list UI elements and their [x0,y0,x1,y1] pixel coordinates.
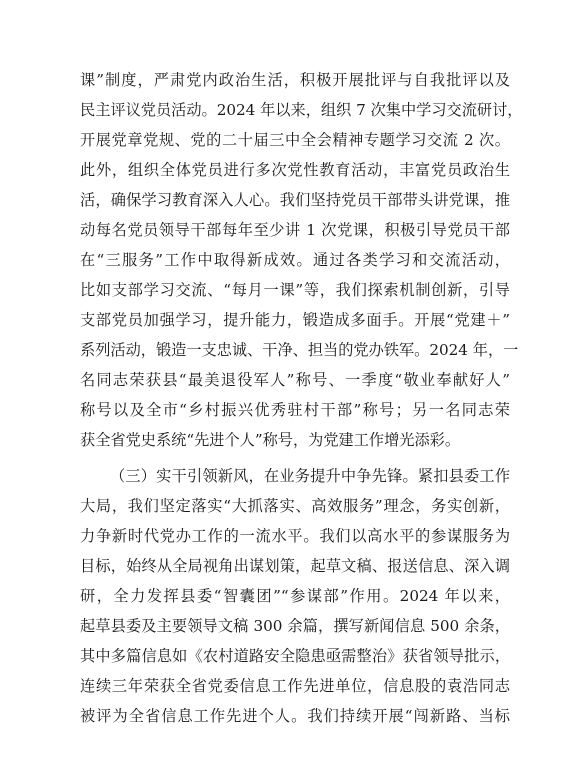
text-line-22: 被评为全省信息工作先进个人。我们持续开展“闯新路、当标 [80,707,510,725]
text-line-19: 起草县委及主要领导文稿 300 余篇，撰写新闻信息 500 余条， [80,617,510,635]
section-heading-line: （三）实干引领新风，在业务提升中争先锋。紧扣县委工作 [110,467,510,485]
text-line-8: 比如支部学习交流、“每月一课”等，我们探索机制创新，引导 [80,281,510,299]
text-line-10: 系列活动，锻造一支忠诚、干净、担当的党办铁军。2024 年，一 [80,341,519,359]
text-line-12: 称号以及全市“乡村振兴优秀驻村干部”称号；另一名同志荣 [80,401,510,419]
text-line-21: 连续三年荣获全省党委信息工作先进单位，信息股的袁浩同志 [80,677,510,695]
text-line-15: 大局，我们坚定落实“大抓落实、高效服务”理念，务实创新， [80,497,510,515]
text-line-16: 力争新时代党办工作的一流水平。我们以高水平的参谋服务为 [80,527,510,545]
text-line-7: 在“三服务”工作中取得新成效。通过各类学习和交流活动， [80,251,510,269]
text-line-17: 目标，始终从全局视角出谋划策，起草文稿、报送信息、深入调 [80,557,510,575]
text-line-6: 动每名党员领导干部每年至少讲 1 次党课，积极引导党员干部 [80,221,510,239]
text-line-5: 活，确保学习教育深入人心。我们坚持党员干部带头讲党课，推 [80,191,510,209]
text-line-2: 民主评议党员活动。2024 年以来，组织 7 次集中学习交流研讨， [80,101,523,119]
text-line-9: 支部党员加强学习，提升能力，锻造成多面手。开展“党建＋” [80,311,510,329]
text-line-13: 获全省党史系统“先进个人”称号，为党建工作增光添彩。 [80,431,461,449]
text-line-20: 其中多篇信息如《农村道路安全隐患亟需整治》获省领导批示， [80,647,510,665]
text-line-1: 课”制度，严肃党内政治生活，积极开展批评与自我批评以及 [80,71,510,89]
text-line-11: 名同志荣获县“最美退役军人”称号、一季度“敬业奉献好人” [80,371,510,389]
text-line-4: 此外，组织全体党员进行多次党性教育活动，丰富党员政治生 [80,161,510,179]
text-line-18: 研，全力发挥县委“智囊团”“参谋部”作用。2024 年以来， [80,587,510,605]
text-line-3: 开展党章党规、党的二十届三中全会精神专题学习交流 2 次。 [80,131,510,149]
